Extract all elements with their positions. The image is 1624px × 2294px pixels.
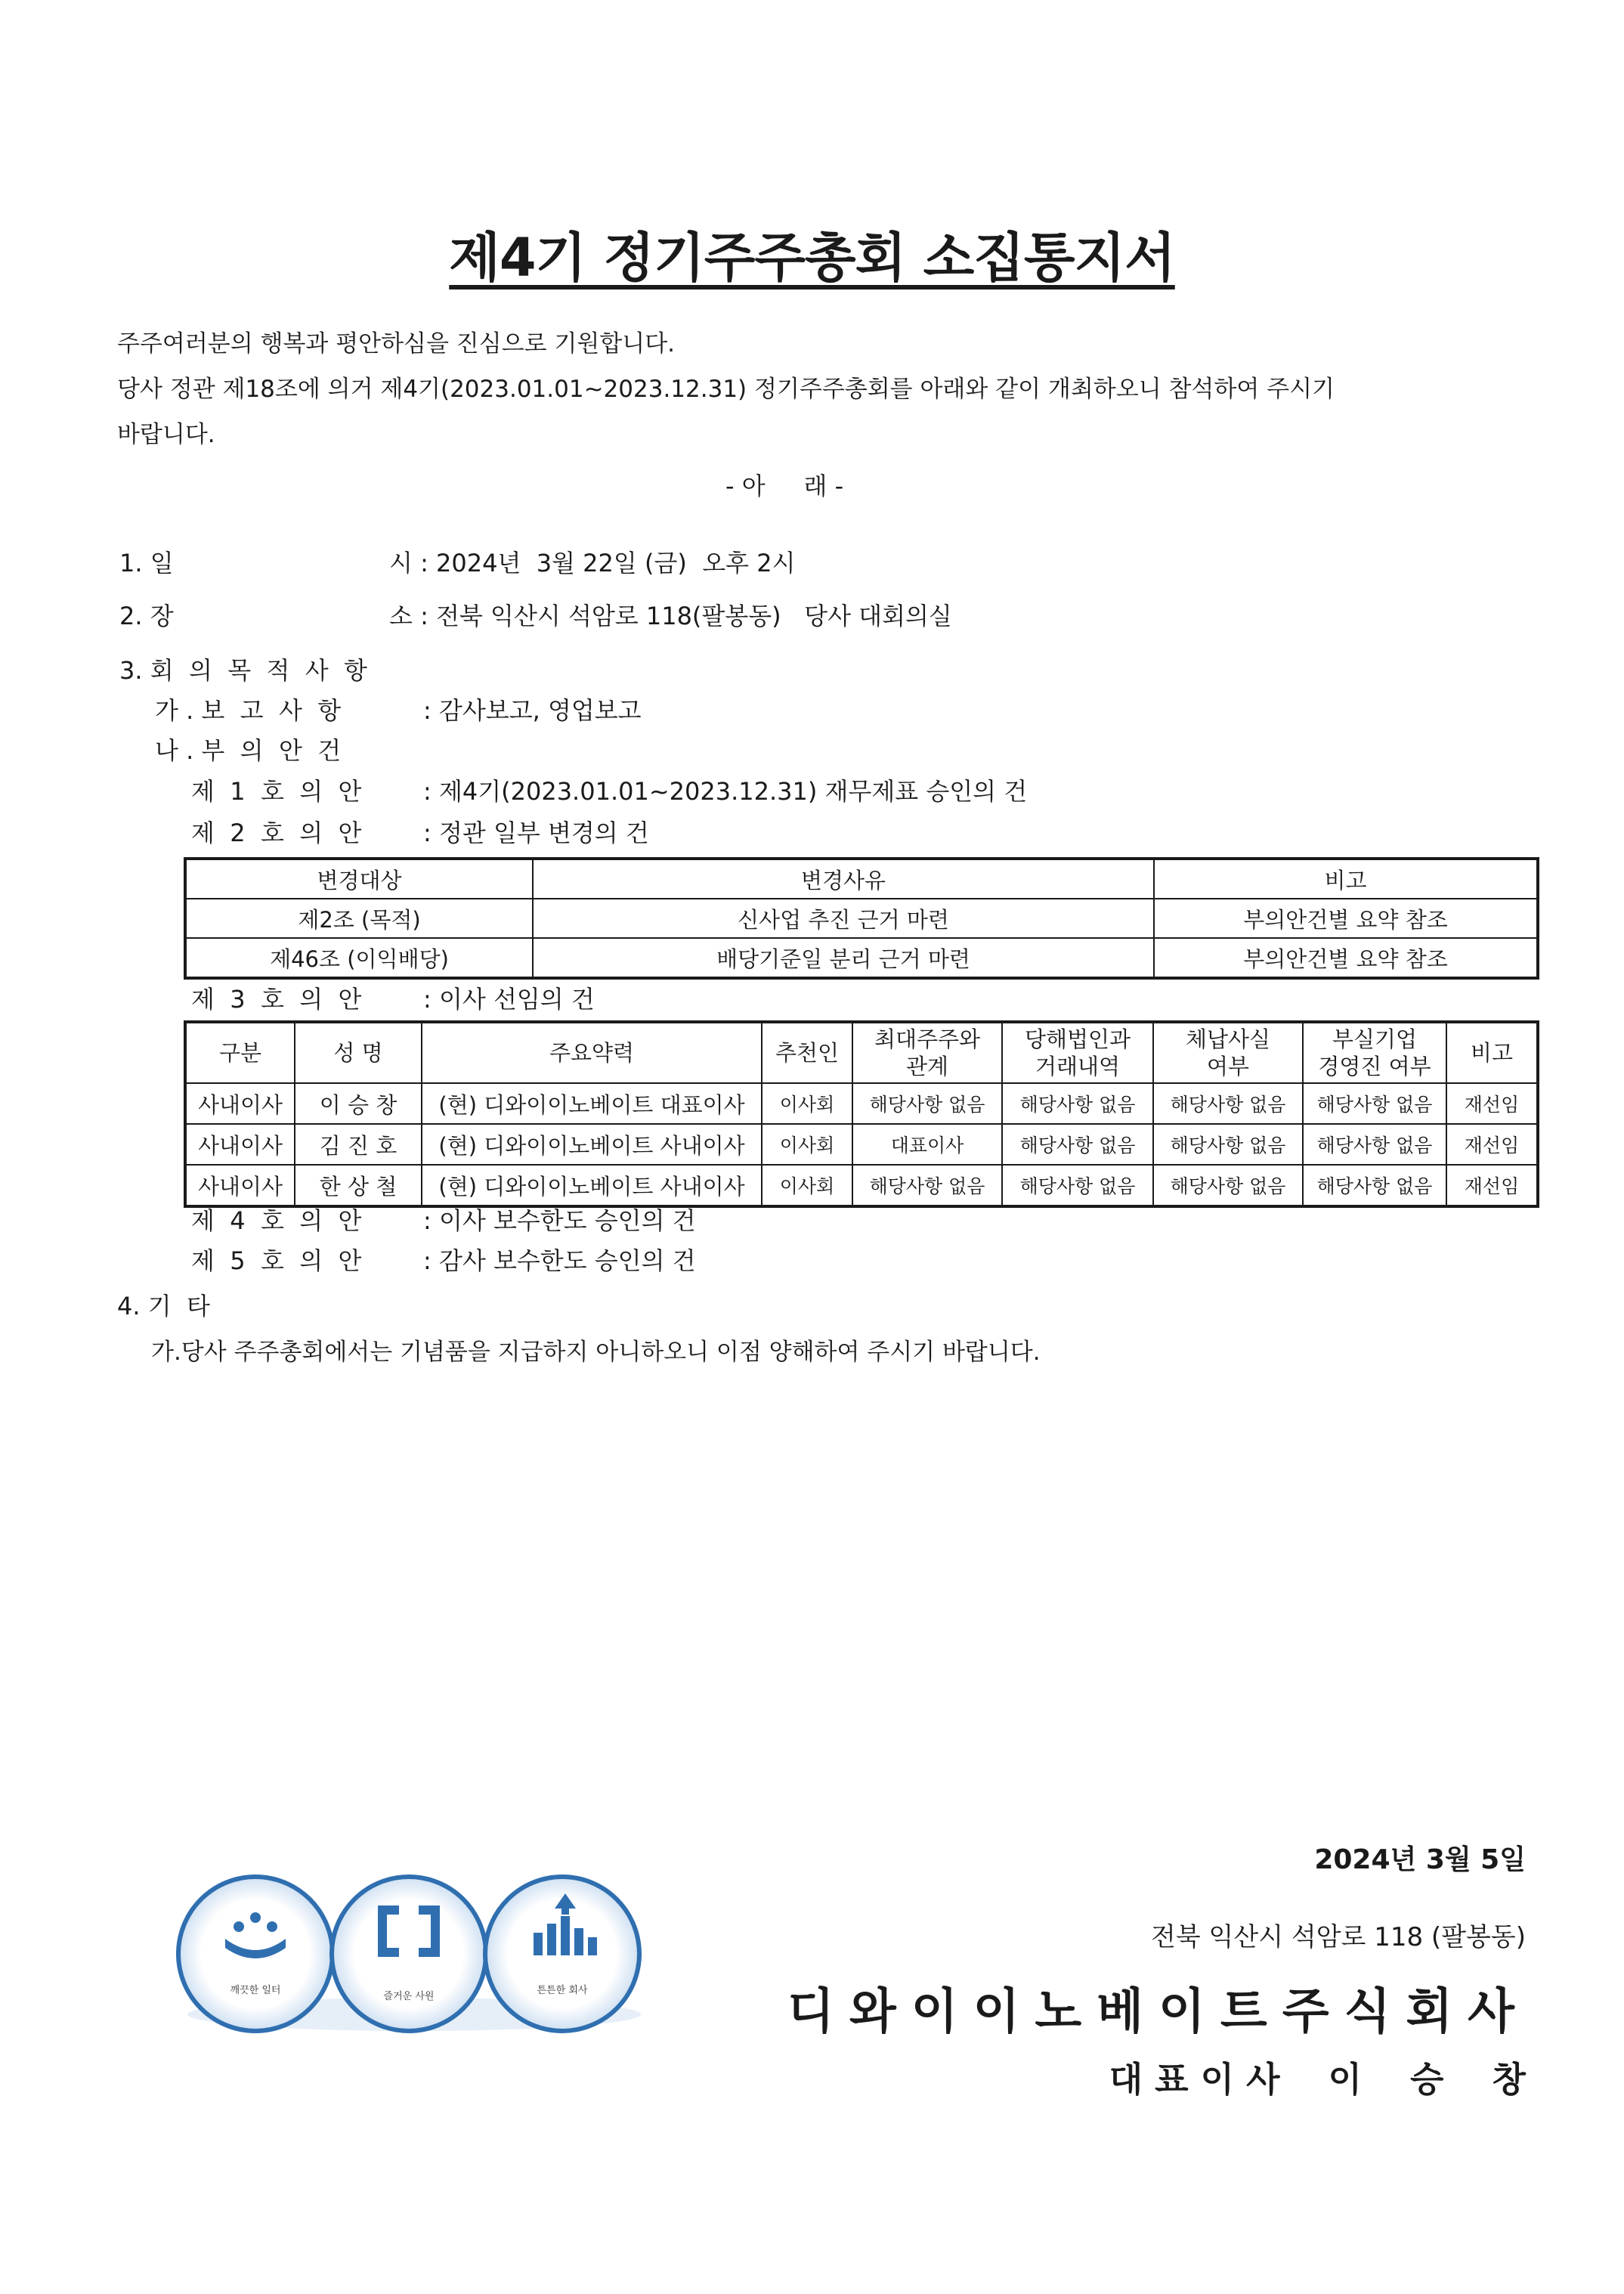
table-header-cell: 비고 <box>1446 1022 1538 1083</box>
resolution-label: 나 . 부 의 안 건 <box>155 736 342 765</box>
table-cell: 신사업 추진 근거 마련 <box>533 899 1154 938</box>
table-cell: 제2조 (목적) <box>185 899 533 938</box>
table-header-cell: 최대주주와 관계 <box>852 1022 1002 1083</box>
motion2-label: 제 2 호 의 안 <box>191 819 362 847</box>
table-cell: 부의안건별 요약 참조 <box>1154 938 1538 978</box>
table-header-row <box>185 859 1538 899</box>
table-cell: 재선임 <box>1446 1165 1538 1206</box>
table-cell: 이 승 창 <box>295 1083 422 1124</box>
table-cell: 해당사항 없음 <box>1303 1083 1446 1124</box>
table-cell: 사내이사 <box>185 1083 295 1124</box>
motion4-label: 제 4 호 의 안 <box>191 1206 362 1235</box>
intro-line: 주주여러분의 행복과 평안하심을 진심으로 기원합니다. <box>117 330 676 358</box>
table-cell: (현) 디와이이노베이트 대표이사 <box>422 1083 762 1124</box>
table-cell: 대표이사 <box>852 1124 1002 1165</box>
issue-date: 2024년 3월 5일 <box>1314 1844 1526 1875</box>
agenda-title: 3. 회 의 목 적 사 항 <box>119 656 367 685</box>
table-header-cell: 당해법인과 거래내역 <box>1002 1022 1153 1083</box>
motion1-value: : 제4기(2023.01.01~2023.12.31) 재무제표 승인의 건 <box>423 777 1028 806</box>
motion4-value: : 이사 보수한도 승인의 건 <box>423 1206 696 1235</box>
motion3-label: 제 3 호 의 안 <box>191 985 362 1014</box>
intro-paragraph <box>117 321 1335 457</box>
table-cell: 해당사항 없음 <box>852 1083 1002 1124</box>
motion3-value: : 이사 선임의 건 <box>423 985 595 1014</box>
other-text: 가.당사 주주총회에서는 기념품을 지급하지 아니하오니 이점 양해하여 주시기 바랍니다. <box>151 1339 1041 1366</box>
table-cell: 사내이사 <box>185 1165 295 1206</box>
motion5-label: 제 5 호 의 안 <box>191 1246 362 1275</box>
director-candidate-table <box>184 1020 1539 1208</box>
intro-line: 바랍니다. <box>117 421 215 448</box>
table-cell: 해당사항 없음 <box>1153 1124 1303 1165</box>
table-cell: 해당사항 없음 <box>1002 1165 1153 1206</box>
item-place-number: 2. 장 <box>119 602 174 630</box>
table-cell: 해당사항 없음 <box>1153 1165 1303 1206</box>
company-logo <box>172 1863 656 2045</box>
table-cell: 부의안건별 요약 참조 <box>1154 899 1538 938</box>
table-cell: 해당사항 없음 <box>1002 1124 1153 1165</box>
logo-caption-3: 튼튼한 회사 <box>537 1985 588 1996</box>
ceo-signature: 대 표 이 사 이 승 창 <box>1109 2059 1526 2100</box>
table-header-cell: 부실기업 경영진 여부 <box>1303 1022 1446 1083</box>
table-header-cell: 추천인 <box>762 1022 852 1083</box>
item-place-value: : 전북 익산시 석암로 118(팔봉동) 당사 대회의실 <box>420 602 952 630</box>
table-cell: 재선임 <box>1446 1124 1538 1165</box>
table-row <box>185 899 1538 938</box>
table-cell: 이사회 <box>762 1165 852 1206</box>
item-place-label: 소 : 전북 익산시 석암로 118(팔봉동) 당사 대회의실 <box>389 602 952 630</box>
table-header-cell: 주요약력 <box>422 1022 762 1083</box>
table-header-cell: 비고 <box>1154 859 1538 899</box>
table-cell: 한 상 철 <box>295 1165 422 1206</box>
company-logo-graphic <box>172 1863 656 2045</box>
table-cell: 이사회 <box>762 1124 852 1165</box>
table-row <box>185 938 1538 978</box>
report-value: : 감사보고, 영업보고 <box>423 696 642 725</box>
table-row <box>185 1083 1538 1124</box>
intro-line: 당사 정관 제18조에 의거 제4기(2023.01.01∼2023.12.31) 정기주주총회를 아래와 같이 개최하오니 참석하여 주시기 <box>117 376 1335 403</box>
motion1-label: 제 1 호 의 안 <box>191 777 362 806</box>
item-date-label: 시 : 2024년 3월 22일 (금) 오후 2시 <box>389 549 796 577</box>
table-cell: (현) 디와이이노베이트 사내이사 <box>422 1124 762 1165</box>
table-cell: 해당사항 없음 <box>852 1165 1002 1206</box>
table-cell: 배당기준일 분리 근거 마련 <box>533 938 1154 978</box>
table-row <box>185 1165 1538 1206</box>
motion5-value: : 감사 보수한도 승인의 건 <box>423 1246 696 1275</box>
table-cell: 사내이사 <box>185 1124 295 1165</box>
table-header-cell: 변경사유 <box>533 859 1154 899</box>
logo-caption-2: 즐거운 사원 <box>383 1991 435 2002</box>
table-cell: 해당사항 없음 <box>1002 1083 1153 1124</box>
table-cell: 이사회 <box>762 1083 852 1124</box>
item-date-value: : 2024년 3월 22일 (금) 오후 2시 <box>420 549 796 577</box>
table-header-cell: 성 명 <box>295 1022 422 1083</box>
table-header-row <box>185 1022 1538 1083</box>
logo-circle-2 <box>332 1877 486 2031</box>
logo-caption-1: 깨끗한 일터 <box>230 1985 281 1996</box>
amendment-table <box>184 857 1539 980</box>
notice-heading: - 아 래 - <box>725 472 844 500</box>
table-cell: 해당사항 없음 <box>1303 1124 1446 1165</box>
table-cell: 해당사항 없음 <box>1303 1165 1446 1206</box>
table-cell: 김 진 호 <box>295 1124 422 1165</box>
table-header-cell: 체납사실 여부 <box>1153 1022 1303 1083</box>
table-header-cell: 구분 <box>185 1022 295 1083</box>
document-title: 제4기 정기주주총회 소집통지서 <box>449 227 1175 289</box>
table-row <box>185 1124 1538 1165</box>
table-header-cell: 변경대상 <box>185 859 533 899</box>
report-label: 가 . 보 고 사 항 <box>155 696 342 725</box>
table-cell: 제46조 (이익배당) <box>185 938 533 978</box>
other-title: 4. 기 타 <box>117 1292 210 1320</box>
company-name: 디와이이노베이트주식회사 <box>787 1983 1530 2040</box>
table-cell: 해당사항 없음 <box>1153 1083 1303 1124</box>
motion2-value: : 정관 일부 변경의 건 <box>423 819 649 847</box>
company-address: 전북 익산시 석암로 118 (팔봉동) <box>1151 1922 1526 1952</box>
item-date-number: 1. 일 <box>119 549 174 577</box>
table-cell: (현) 디와이이노베이트 사내이사 <box>422 1165 762 1206</box>
table-cell: 재선임 <box>1446 1083 1538 1124</box>
